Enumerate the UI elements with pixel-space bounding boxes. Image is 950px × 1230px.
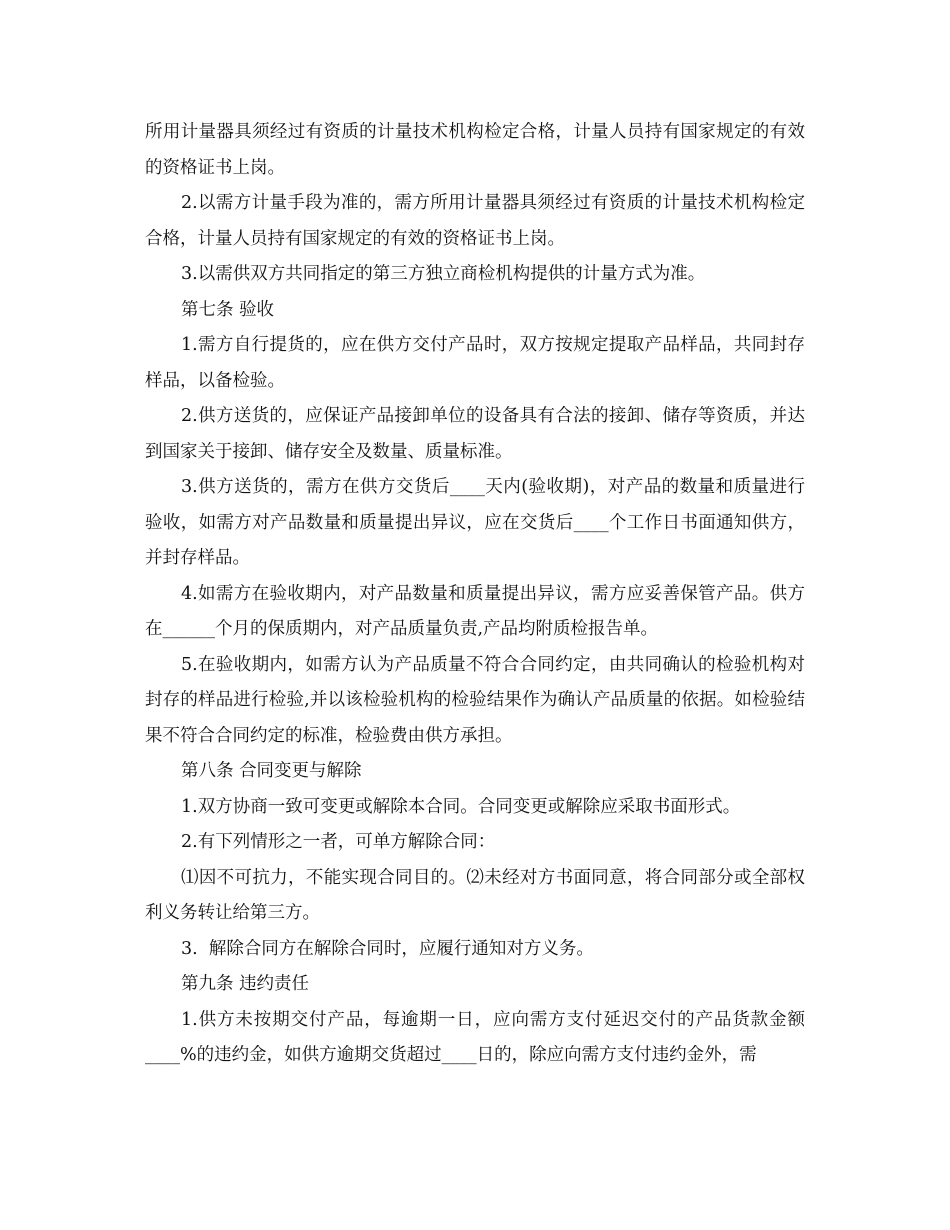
paragraph-change-3: 3. 解除合同方在解除合同时，应履行通知对方义务。: [181, 938, 594, 959]
heading-article-7: 第七条 验收: [181, 299, 275, 320]
paragraph-acceptance-1: 1.需方自行提货的，应在供方交付产品时，双方按规定提取产品样品，共同封存样品，以备检验。: [145, 335, 805, 391]
paragraph-acceptance-4: 4.如需方在验收期内，对产品数量和质量提出异议，需方应妥善保管产品。供方在______个月的保质期内，对产品质量负责,产品均附质检报告单。: [145, 583, 805, 639]
heading-article-8: 第八条 合同变更与解除: [181, 761, 362, 781]
paragraph-measurement-2: 2.以需方计量手段为准的，需方所用计量器具须经过有资质的计量技术机构检定合格，计量人员持有国家规定的有效的资格证书上岗。: [145, 193, 805, 249]
paragraph-change-2: 2.有下列情形之一者，可单方解除合同：: [181, 832, 496, 852]
heading-article-9: 第九条 违约责任: [181, 974, 310, 994]
paragraph-measurement-3: 3.以需供双方共同指定的第三方独立商检机构提供的计量方式为准。: [181, 264, 706, 284]
paragraph-acceptance-5: 5.在验收期内，如需方认为产品质量不符合合同约定，由共同确认的检验机构对封存的样品进行检验,并以该检验机构的检验结果作为确认产品质量的依据。如检验结果不符合合同约定的标准，检验费由供方承担。: [145, 654, 805, 746]
paragraph-change-1: 1.双方协商一致可变更或解除本合同。合同变更或解除应采取书面形式。: [181, 796, 741, 817]
paragraph-measurement-continued: 所用计量器具须经过有资质的计量技术机构检定合格，计量人员持有国家规定的有效的资格证书上岗。: [145, 122, 805, 178]
paragraph-acceptance-3: 3.供方送货的，需方在供方交货后____天内(验收期)，对产品的数量和质量进行验收，如需方对产品数量和质量提出异议，应在交货后____个工作日书面通知供方，并封存样品。: [145, 477, 805, 568]
paragraph-change-2-items: ⑴因不可抗力，不能实现合同目的。⑵未经对方书面同意，将合同部分或全部权利义务转让给第三方。: [145, 867, 805, 923]
document-body: [145, 115, 805, 1074]
paragraph-liability-1: 1.供方未按期交付产品，每逾期一日，应向需方支付延迟交付的产品货款金额____%的违约金，如供方逾期交货超过____日的，除应向需方支付违约金外，需: [145, 1009, 805, 1065]
paragraph-acceptance-2: 2.供方送货的，应保证产品接卸单位的设备具有合法的接卸、储存等资质，并达到国家关于接卸、储存安全及数量、质量标准。: [145, 406, 805, 462]
